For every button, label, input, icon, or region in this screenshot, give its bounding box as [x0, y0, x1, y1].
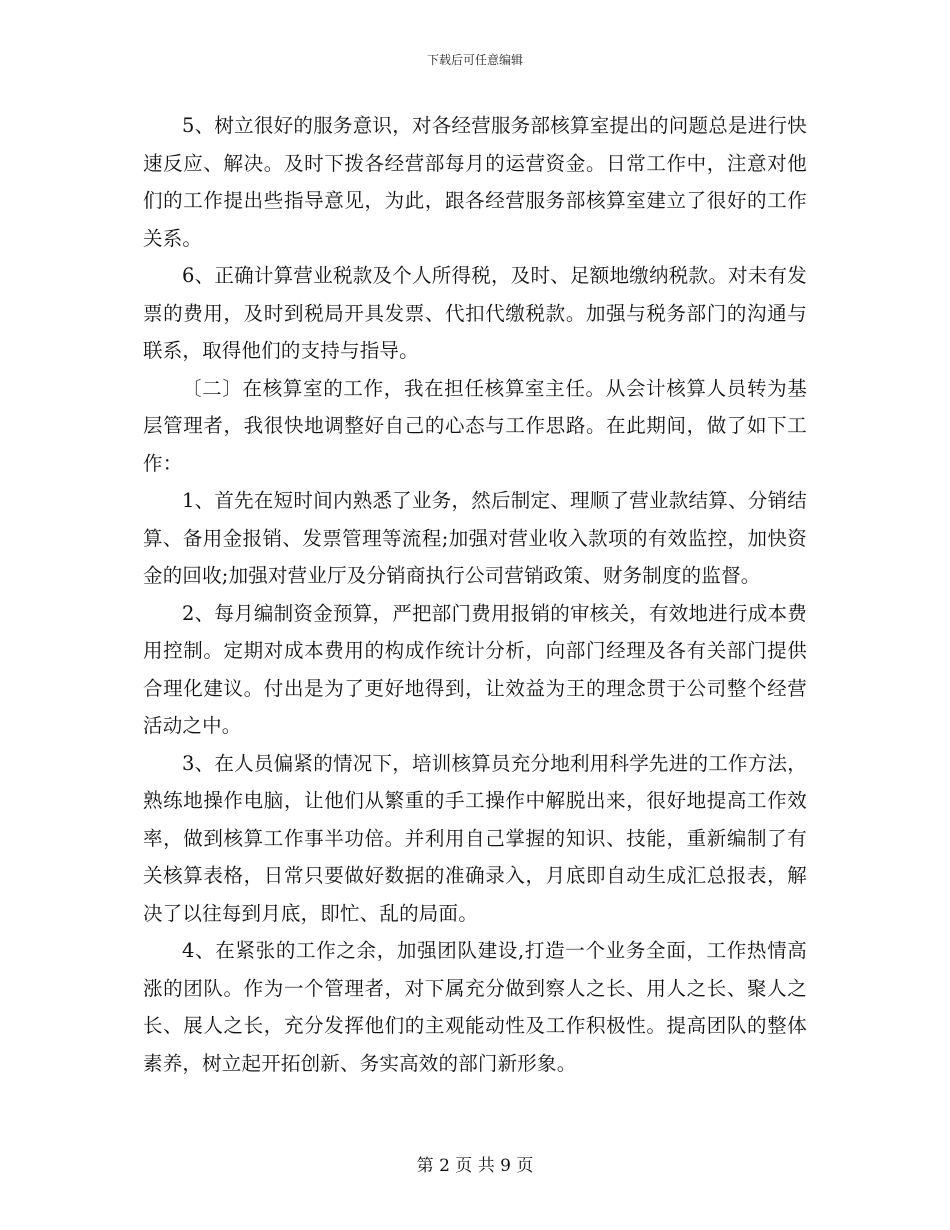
paragraph-item-3: 3、在人员偏紧的情况下，培训核算员充分地利用科学先进的工作方法，熟练地操作电脑，让他们从繁重的手工操作中解脱出来，很好地提高工作效率，做到核算工作事半功倍。并利用自己掌握的知识、技能，重新编制了有关核算表格，日常只要做好数据的准确录入，月底即自动生成汇总报表，解决了以往每到月底，即忙、乱的局面。	[143, 751, 807, 925]
paragraph-item-4: 4、在紧张的工作之余，加强团队建设,打造一个业务全面，工作热情高涨的团队。作为一个管理者，对下属充分做到察人之长、用人之长、聚人之长、展人之长，充分发挥他们的主观能动性及工作积极性。提高团队的整体素养，树立起开拓创新、务实高效的部门新形象。	[143, 939, 807, 1075]
paragraph-item-6: 6、正确计算营业税款及个人所得税，及时、足额地缴纳税款。对未有发票的费用，及时到税局开具发票、代扣代缴税款。加强与税务部门的沟通与联系，取得他们的支持与指导。	[143, 264, 807, 362]
paragraph-item-1: 1、首先在短时间内熟悉了业务，然后制定、理顺了营业款结算、分销结算、备用金报销、发票管理等流程;加强对营业收入款项的有效监控，加快资金的回收;加强对营业厅及分销商执行公司营销政策、财务制度的监督。	[143, 489, 807, 587]
paragraph-section-2: 〔二〕在核算室的工作，我在担任核算室主任。从会计核算人员转为基层管理者，我很快地调整好自己的心态与工作思路。在此期间，做了如下工作：	[143, 376, 807, 475]
page-number-footer: 第 2 页 共 9 页	[416, 1156, 534, 1176]
document-body	[143, 107, 807, 1082]
page-header: 下载后可任意编辑	[426, 53, 523, 67]
paragraph-item-5: 5、树立很好的服务意识，对各经营服务部核算室提出的问题总是进行快速反应、解决。及时下拨各经营部每月的运营资金。日常工作中，注意对他们的工作提出些指导意见，为此，跟各经营服务部核算室建立了很好的工作关系。	[143, 114, 807, 250]
paragraph-item-2: 2、每月编制资金预算，严把部门费用报销的审核关，有效地进行成本费用控制。定期对成本费用的构成作统计分析，向部门经理及各有关部门提供合理化建议。付出是为了更好地得到，让效益为王的理念贯于公司整个经营活动之中。	[143, 601, 807, 737]
